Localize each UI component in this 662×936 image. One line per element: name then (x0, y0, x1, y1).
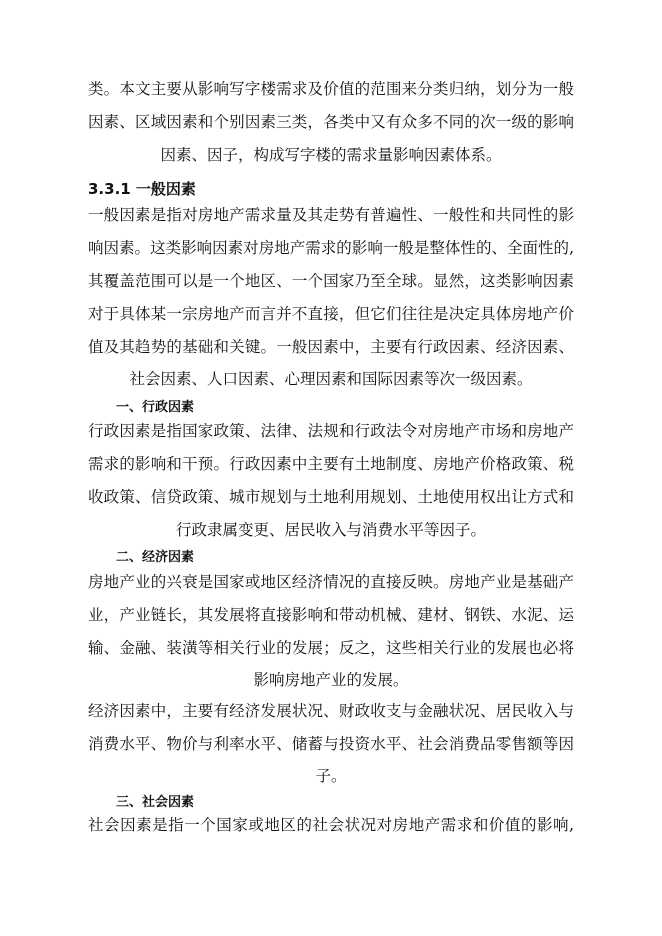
economic-line-7: 子。 (315, 767, 347, 785)
administrative-heading: 一、行政因素 (116, 400, 195, 415)
section-line-3: 其覆盖范围可以是一个地区、一个国家乃至全球。显然，这类影响因素 (88, 272, 574, 290)
section-line-4: 对于具体某一宗房地产而言并不直接，但它们往往是决定具体房地产价 (88, 305, 574, 323)
section-heading: 3.3.1 一般因素 (88, 180, 196, 198)
economic-line-4: 影响房地产业的发展。 (253, 671, 409, 689)
administrative-line-2: 需求的影响和干预。行政因素中主要有土地制度、房地产价格政策、税 (88, 455, 574, 473)
intro-line-1: 类。本文主要从影响写字楼需求及价值的范围来分类归纳，划分为一般 (88, 80, 574, 98)
economic-line-6: 消费水平、物价与利率水平、储蓄与投资水平、社会消费品零售额等因 (88, 735, 574, 753)
economic-line-5: 经济因素中，主要有经济发展状况、财政收支与金融状况、居民收入与 (88, 702, 574, 720)
administrative-line-4: 行政隶属变更、居民收入与消费水平等因子。 (175, 521, 486, 539)
administrative-line-3: 收政策、信贷政策、城市规划与土地利用规划、土地使用权出让方式和 (88, 488, 574, 506)
section-line-2: 响因素。这类影响因素对房地产需求的影响一般是整体性的、全面性的, (88, 239, 574, 257)
economic-line-2: 业，产业链长，其发展将直接影响和带动机械、建材、钢铁、水泥、运 (88, 606, 574, 624)
intro-line-2: 因素、区域因素和个别因素三类，各类中又有众多不同的次一级的影响 (88, 113, 574, 131)
intro-line-3: 因素、因子，构成写字楼的需求量影响因素体系。 (160, 146, 502, 164)
section-line-6: 社会因素、人口因素、心理因素和国际因素等次一级因素。 (129, 370, 533, 388)
section-line-5: 值及其趋势的基础和关键。一般因素中，主要有行政因素、经济因素、 (88, 338, 574, 356)
economic-heading: 二、经济因素 (116, 550, 195, 565)
economic-line-1: 房地产业的兴衰是国家或地区经济情况的直接反映。房地产业是基础产 (88, 573, 574, 591)
section-line-1: 一般因素是指对房地产需求量及其走势有普遍性、一般性和共同性的影 (88, 206, 574, 224)
social-line-1: 社会因素是指一个国家或地区的社会状况对房地产需求和价值的影响, (88, 816, 574, 834)
administrative-line-1: 行政因素是指国家政策、法律、法规和行政法令对房地产市场和房地产 (88, 422, 574, 440)
social-heading: 三、社会因素 (116, 795, 195, 810)
economic-line-3: 输、金融、装潢等相关行业的发展；反之，这些相关行业的发展也必将 (88, 639, 574, 657)
